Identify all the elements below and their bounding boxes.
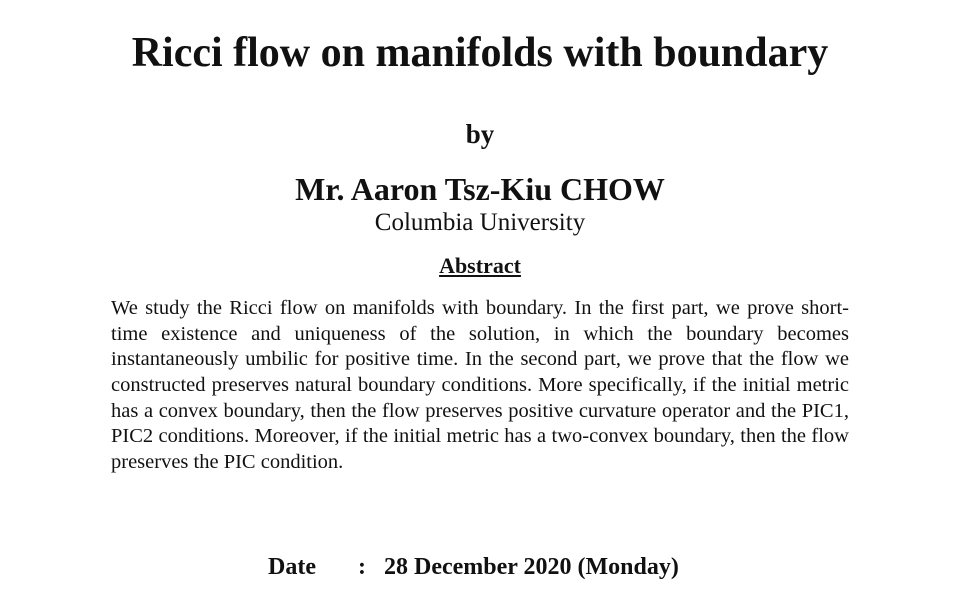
speaker-name: Mr. Aaron Tsz-Kiu CHOW xyxy=(295,170,665,207)
date-row xyxy=(268,553,679,582)
date-separator: : xyxy=(358,554,366,580)
page-title: Ricci flow on manifolds with boundary xyxy=(131,30,829,76)
date-label: Date xyxy=(268,554,316,580)
byline: by xyxy=(465,119,495,150)
abstract-heading: Abstract xyxy=(439,252,521,278)
speaker-affiliation: Columbia University xyxy=(374,208,586,236)
date-value: 28 December 2020 (Monday) xyxy=(384,554,679,580)
abstract-text: We study the Ricci flow on manifolds with boundary. In the first part, we prove short-time existence and uniqueness of the solution, in which the boundary becomes instantaneously umbilic for positive time. In the second part, we prove that the flow we constructed preserves natural boundary conditions. More specifically, if the initial metric has a convex boundary, then the flow preserves positive curvature operator and the PIC1, PIC2 conditions. Moreover, if the initial metric has a two-convex boundary, then the flow preserves the PIC condition. xyxy=(111,296,849,474)
